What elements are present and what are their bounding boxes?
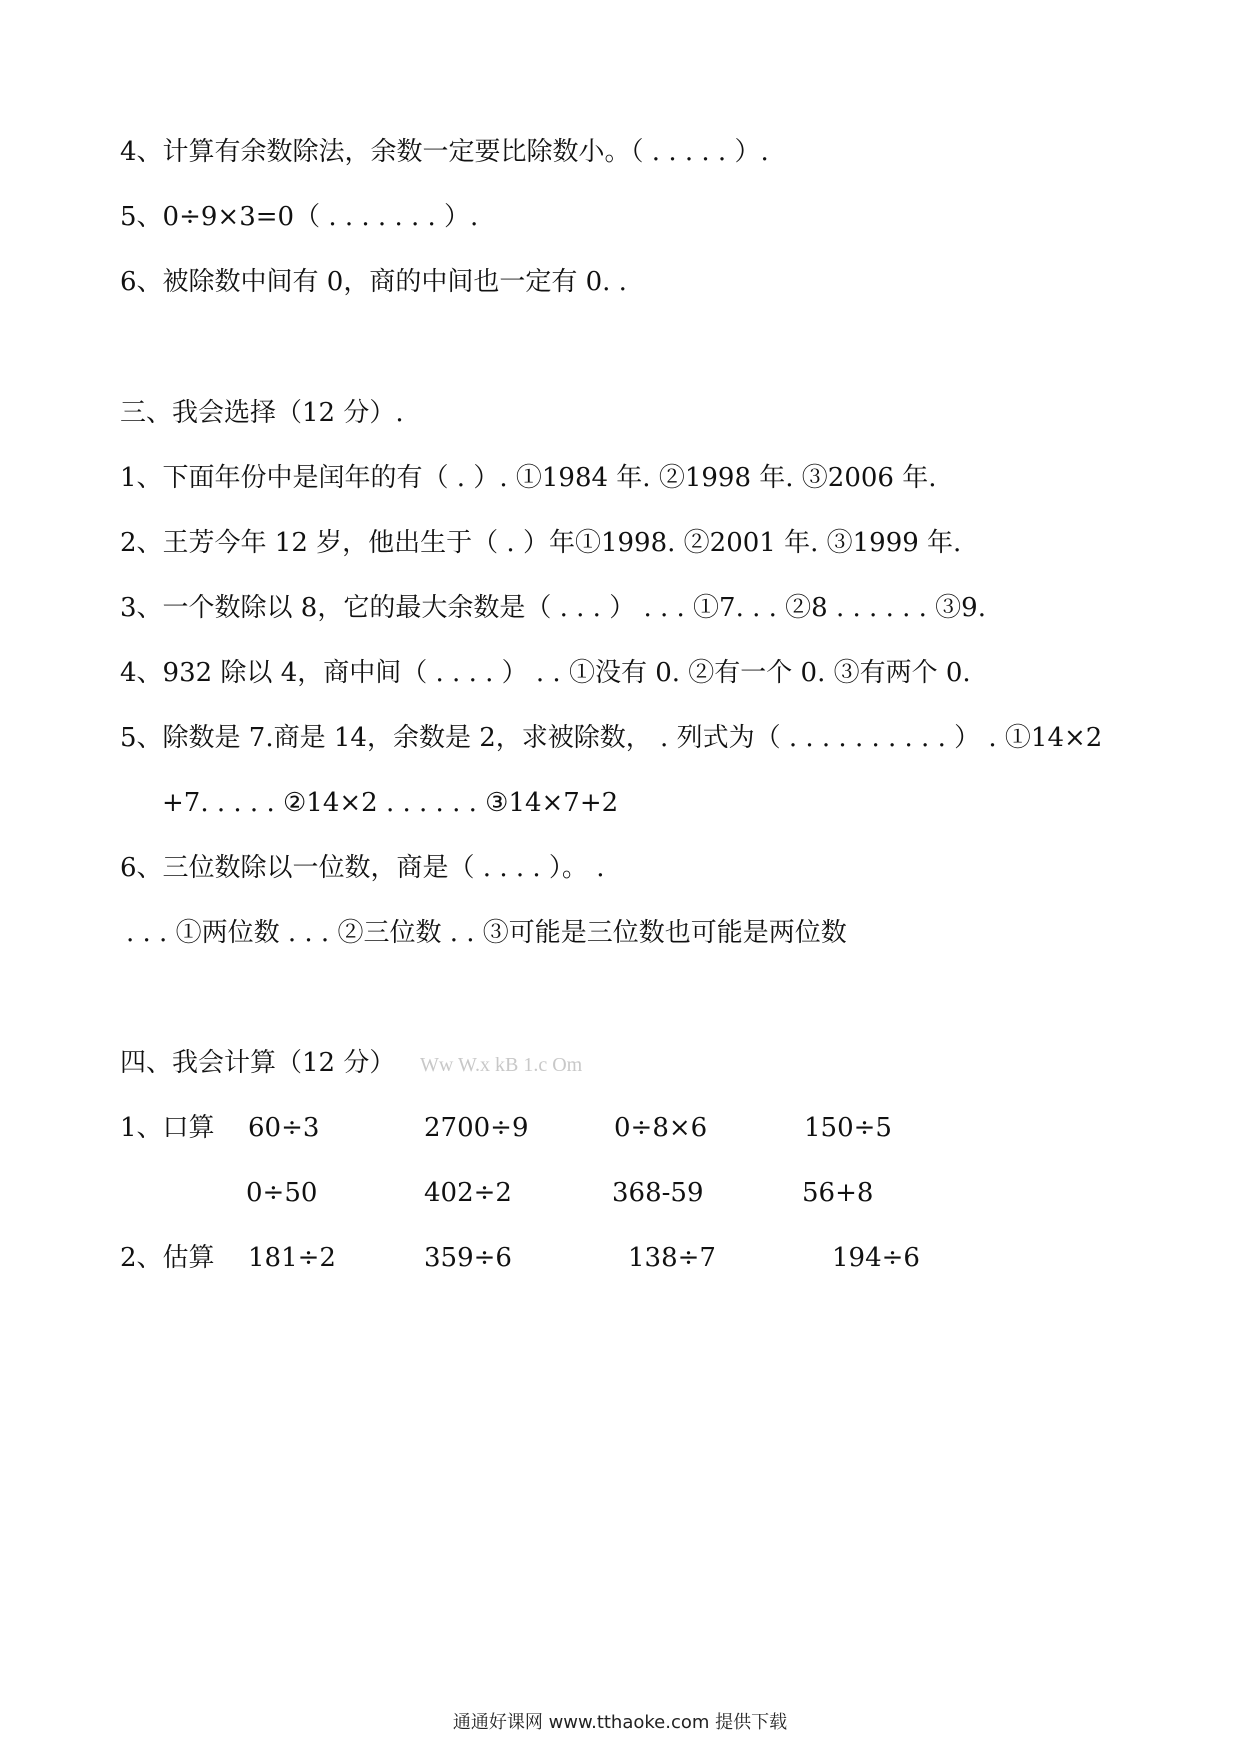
oral-item: 402÷2 [424,1178,512,1208]
choice-q4: 4、932 除以 4，商中间（ . . . . ） . . ①没有 0. ②有一个 0. ③有两个 0. [120,658,971,688]
choice-q6-line2: . . . ①两位数 . . . ②三位数 . . ③可能是三位数也可能是两位数 [126,918,847,948]
oral-item: 56+8 [802,1178,874,1208]
oral-item: 2700÷9 [424,1113,529,1143]
page-footer: 通通好课网 www.tthaoke.com 提供下载 [452,1712,788,1733]
oral-item: 150÷5 [804,1113,892,1143]
estimate-item: 194÷6 [832,1243,920,1273]
calc-heading: 四、我会计算（12 分） [120,1048,396,1078]
estimate-item: 181÷2 [248,1243,336,1273]
choice-q3: 3、一个数除以 8，它的最大余数是（ . . . ） . . . ①7. . . ②8 . . . . . . ③9. [120,593,986,623]
oral-item: 0÷8×6 [614,1113,708,1143]
estimate-item: 138÷7 [628,1243,716,1273]
watermark-text: Ww W.x kB 1.c Om [420,1054,583,1076]
choice-q5-line1: 5、除数是 7.商是 14，余数是 2，求被除数， . 列式为（ . . . . . . . . . . ） . ①14×2 [120,723,1103,753]
oral-item: 368-59 [612,1178,704,1208]
oral-label: 1、口算 [120,1113,215,1143]
estimate-item: 359÷6 [424,1243,512,1273]
oral-item: 0÷50 [246,1178,318,1208]
choice-q2: 2、王芳今年 12 岁，他出生于（ . ）年①1998. ②2001 年. ③1999 年. [120,528,962,558]
choice-q1: 1、下面年份中是闰年的有（ . ）. ①1984 年. ②1998 年. ③2006 年. [120,463,937,493]
oral-item: 60÷3 [248,1113,320,1143]
choice-q5-line2: +7. . . . . ②14×2 . . . . . . ③14×7+2 [162,788,619,818]
judge-q5: 5、0÷9×3=0（ . . . . . . . ）. [120,202,479,232]
choice-heading: 三、我会选择（12 分）. [120,398,404,428]
judge-q6: 6、被除数中间有 0，商的中间也一定有 0. . [120,267,627,297]
choice-q6-line1: 6、三位数除以一位数，商是（ . . . . ）。 . [120,853,605,883]
judge-q4: 4、计算有余数除法，余数一定要比除数小。（ . . . . . ）. [120,137,769,167]
estimate-label: 2、估算 [120,1243,215,1273]
